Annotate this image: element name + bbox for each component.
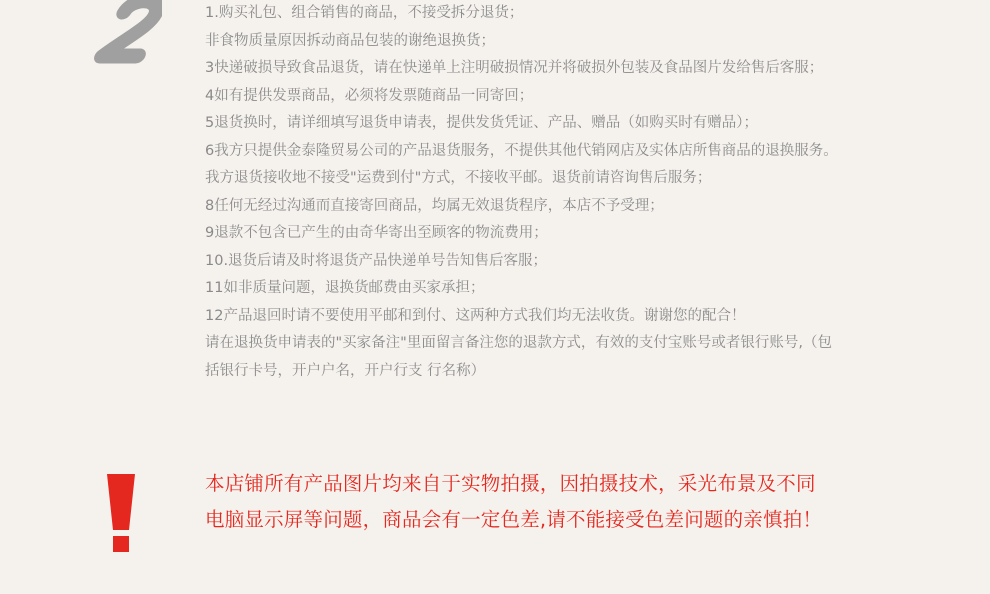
policy-item: 我方退货接收地不接受"运费到付"方式，不接收平邮。退货前请咨询售后服务； <box>205 170 712 186</box>
policy-item: 9退款不包含已产生的由奇华寄出至顾客的物流费用； <box>205 225 548 241</box>
policy-item: 6我方只提供金泰隆贸易公司的产品退货服务，不提供其他代销网店及实体店所售商品的退换服务。 <box>205 142 838 159</box>
policy-item: 5退货换时，请详细填写退货申请表，提供发货凭证、产品、赠品（如购买时有赠品）； <box>205 115 758 131</box>
policy-item: 8任何无经过沟通而直接寄回商品，均属无效退货程序，本店不予受理； <box>205 197 664 214</box>
policy-item: 请在退换货申请表的"买家备注"里面留言备注您的退款方式，有效的支付宝账号或者银行账号,（包括银行卡号，开户户名，开户行支 行名称） <box>205 335 832 379</box>
return-policy-list <box>205 0 845 385</box>
policy-item: 12产品退回时请不要使用平邮和到付、这两种方式我们均无法收货。谢谢您的配合！ <box>205 307 746 324</box>
policy-item: 10.退货后请及时将退货产品快递单号告知售后客服； <box>205 252 548 269</box>
exclamation-mark-icon <box>105 474 137 554</box>
policy-item: 非食物质量原因拆动商品包装的谢绝退换货； <box>205 32 495 49</box>
policy-item: 3快递破损导致食品退货，请在快递单上注明破损情况并将破损外包装及食品图片发给售后客服； <box>205 60 824 76</box>
color-difference-warning: 本店铺所有产品图片均来自于实物拍摄，因拍摄技术，采光布景及不同电脑显示屏等问题，商品会有一定色差,请不能接受色差问题的亲慎拍！ <box>205 472 823 531</box>
policy-item: 1.购买礼包、组合销售的商品，不接受拆分退货； <box>205 5 524 21</box>
number-two-italic-icon <box>82 0 162 72</box>
policy-item: 4如有提供发票商品，必须将发票随商品一同寄回； <box>205 87 534 104</box>
policy-item: 11如非质量问题，退换货邮费由买家承担； <box>205 280 485 296</box>
